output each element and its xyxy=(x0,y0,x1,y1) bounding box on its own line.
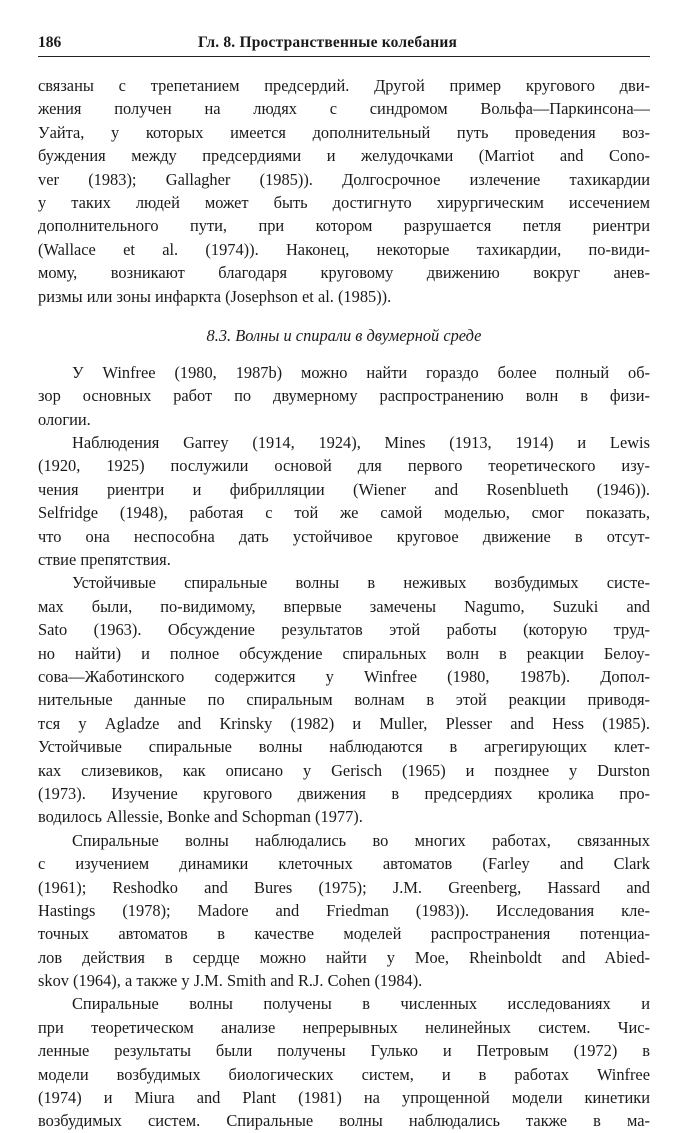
text-line: ризмы или зоны инфаркта (Josephson et al. (1985)). xyxy=(38,286,392,306)
text-line: Selfridge (1948), работая с той же самой моделью, смог показать, xyxy=(38,503,650,523)
text-line: лов действия в сердце можно найти у Moe, Rheinboldt and Abied- xyxy=(38,947,650,967)
text-line: жения получен на людях с синдромом Вольфа—Паркинсона— xyxy=(38,99,650,119)
text-line: ологии. xyxy=(38,409,91,429)
text-line: буждения между предсердиями и желудочками (Marriot and Cono- xyxy=(38,146,650,166)
text-line: точных автоматов в качестве моделей распространения потенциа- xyxy=(38,924,650,944)
text-line: Устойчивые спиральные волны в неживых возбудимых систе- xyxy=(72,573,650,593)
text-line: Уайта, у которых имеется дополнительный путь проведения воз- xyxy=(38,122,650,142)
text-line: (1961); Reshodko and Bures (1975); J.M. Greenberg, Hassard and xyxy=(38,877,650,897)
paragraph-1 xyxy=(38,74,650,308)
text-line: Наблюдения Garrey (1914, 1924), Mines (1913, 1914) и Lewis xyxy=(72,433,650,453)
text-line: водилось Allessie, Bonke and Schopman (1977). xyxy=(38,807,363,827)
text-line: ленные результаты были получены Гулько и Петровым (1972) в xyxy=(38,1041,650,1061)
text-line: зор основных работ по двумерному распространению волн в физи- xyxy=(38,386,650,406)
text-line: мах были, по-видимому, впервые замечены Nagumo, Suzuki and xyxy=(38,596,650,616)
book-page xyxy=(38,30,650,1131)
text-line: при теоретическом анализе непрерывных нелинейных систем. Чис- xyxy=(38,1017,650,1037)
text-line: Устойчивые спиральные волны наблюдаются в агрегирующих клет- xyxy=(38,737,650,757)
running-head: Гл. 8. Пространственные колебания xyxy=(198,34,458,51)
text-line: с изучением динамики клеточных автоматов (Farley and Clark xyxy=(38,854,650,874)
text-line: чения риентри и фибрилляции (Wiener and Rosenblueth (1946)). xyxy=(38,479,650,499)
text-line: Hastings (1978); Madore and Friedman (1983)). Исследования кле- xyxy=(38,900,650,920)
text-line: (Wallace et al. (1974)). Наконец, некоторые тахикардии, по-види- xyxy=(38,239,650,259)
text-line: что она неспособна дать устойчивое круговое движение в отсут- xyxy=(38,526,650,546)
text-line: Спиральные волны получены в численных исследованиях и xyxy=(72,994,650,1014)
text-line: у таких людей может быть достигнуто хирургическим иссечением xyxy=(38,192,650,212)
text-line: ver (1983); Gallagher (1985)). Долгосрочное излечение тахикардии xyxy=(38,169,650,189)
text-line: нительные данные по спиральным волнам в этой реакции приводя- xyxy=(38,690,650,710)
paragraph-6 xyxy=(38,992,650,1132)
page-body xyxy=(38,74,650,1133)
text-line: тся у Agladze and Krinsky (1982) и Muller, Plesser and Hess (1985). xyxy=(38,713,650,733)
text-line: (1920, 1925) послужили основой для первого теоретического изу- xyxy=(38,456,650,476)
text-line: сова—Жаботинского содержится у Winfree (1980, 1987b). Допол- xyxy=(38,666,650,686)
paragraph-2 xyxy=(38,361,650,431)
text-line: Спиральные волны наблюдались во многих работах, связанных xyxy=(72,830,650,850)
text-line: (1974) и Miura and Plant (1981) на упрощенной модели кинетики xyxy=(38,1088,650,1108)
text-line: (1973). Изучение кругового движения в предсердиях кролика про- xyxy=(38,783,650,803)
text-line: но найти) и полное обсуждение спиральных волн в реакции Белоу- xyxy=(38,643,650,663)
text-line: мому, возникают благодаря круговому движению вокруг анев- xyxy=(38,263,650,283)
paragraph-5 xyxy=(38,829,650,993)
paragraph-3 xyxy=(38,431,650,571)
text-line: дополнительного пути, при котором разрушается петля риентри xyxy=(38,216,650,236)
text-line: связаны с трепетанием предсердий. Другой пример кругового дви- xyxy=(38,76,650,95)
page-header xyxy=(38,30,650,52)
text-line: модели возбудимых биологических систем, и в работах Winfree xyxy=(38,1064,650,1084)
text-line: skov (1964), а также у J.M. Smith and R.J. Cohen (1984). xyxy=(38,971,423,991)
paragraph-4 xyxy=(38,571,650,828)
text-line: возбудимых систем. Спиральные волны наблюдались также в ма- xyxy=(38,1111,650,1131)
section-heading: 8.3. Волны и спирали в двумерной среде xyxy=(206,325,482,345)
text-line: ствие препятствия. xyxy=(38,550,171,570)
text-line: ках слизевиков, как описано у Gerisch (1965) и позднее у Durston xyxy=(38,760,650,780)
text-line: Sato (1963). Обсуждение результатов этой работы (которую труд- xyxy=(38,620,650,640)
header-rule xyxy=(38,56,650,57)
page-number: 186 xyxy=(38,34,62,51)
text-line: У Winfree (1980, 1987b) можно найти гораздо более полный об- xyxy=(72,362,650,382)
